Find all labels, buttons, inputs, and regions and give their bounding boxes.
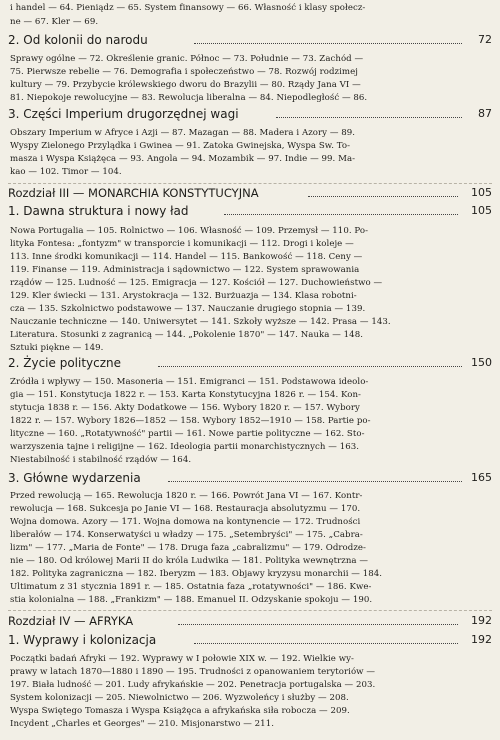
- toc-line: stia kolonialna — 188. „Frankizm" — 188. Emanuel II. Odzyskanie spokoju — 190.: [10, 595, 373, 605]
- toc-line: liberałów — 174. Konserwatyści u władzy — 175. „Setembryści" — 175. „Cabra-: [10, 530, 363, 540]
- toc-line: rządów — 125. Ludność — 125. Emigracja — 127. Kościół — 127. Duchowieństwo —: [10, 278, 383, 288]
- toc-line: lityczne — 160. „Rotatywność" partii — 161. Nowe partie polityczne — 162. Sto-: [10, 429, 365, 439]
- toc-line: Wyspy Zielonego Przylądka i Gwinea — 91. Zatoka Gwinejska, Wyspa Św. To-: [10, 141, 351, 151]
- dot-leader: [276, 116, 462, 118]
- section-page: 87: [478, 107, 492, 120]
- chapter-title: Rozdział III — MONARCHIA KONSTYTUCYJNA: [8, 186, 259, 200]
- toc-line: Sprawy ogólne — 72. Określenie granic. Północ — 73. Południe — 73. Zachód —: [10, 54, 364, 64]
- toc-line: rewolucja — 168. Sukcesja po Janie VI — 168. Restauracja absolutyzmu — 170.: [10, 504, 361, 514]
- toc-line: 75. Pierwsze rebelie — 76. Demografia i społeczeństwo — 78. Rozwój rodzimej: [10, 67, 358, 77]
- toc-line: 182. Polityka zagraniczna — 182. Iberyzm — 183. Objawy kryzysu monarchii — 184.: [10, 569, 383, 579]
- toc-line: System kolonizacji — 205. Niewolnictwo — 206. Wyzwoleńcy i służby — 208.: [10, 693, 349, 703]
- toc-line: lityka Fontesa: „fontyzm" w transporcie i komunikacji — 112. Drogi i koleje —: [10, 239, 354, 249]
- section-page: 150: [471, 356, 492, 369]
- section-heading: [8, 471, 492, 487]
- toc-line: kao — 102. Timor — 104.: [10, 167, 122, 177]
- toc-line: stytucja 1838 r. — 156. Akty Dodatkowe — 156. Wybory 1820 r. — 157. Wybory: [10, 403, 360, 413]
- dot-leader: [308, 195, 458, 197]
- chapter-heading: [8, 186, 492, 202]
- section-title: 3. Części Imperium drugorzędnej wagi: [8, 107, 239, 121]
- dot-leader: [224, 213, 458, 215]
- divider: [8, 610, 492, 611]
- section-title: 2. Od kolonii do narodu: [8, 33, 148, 47]
- dot-leader: [194, 642, 458, 644]
- section-heading: [8, 107, 492, 123]
- section-heading: [8, 33, 492, 49]
- toc-line: gia — 151. Konstytucja 1822 r. — 153. Karta Konstytucyjna 1826 r. — 154. Kon-: [10, 390, 362, 400]
- toc-line: 129. Kler świecki — 131. Arystokracja — 132. Burżuazja — 134. Klasa robotni-: [10, 291, 357, 301]
- toc-line: Ultimatum z 31 stycznia 1891 r. — 185. Ostatnia faza „rotatywności" — 186. Kwe-: [10, 582, 372, 592]
- toc-line: kultury — 79. Przybycie królewskiego dworu do Brazylii — 80. Rządy Jana VI —: [10, 80, 361, 90]
- toc-line: ne — 67. Kler — 69.: [10, 17, 99, 27]
- chapter-title: Rozdział IV — AFRYKA: [8, 614, 134, 628]
- toc-line: nie — 180. Od królowej Marii II do króla Ludwika — 181. Polityka wewnętrzna —: [10, 556, 369, 566]
- toc-line: Incydent „Charles et Georges" — 210. Misjonarstwo — 211.: [10, 719, 274, 729]
- toc-line: Obszary Imperium w Afryce i Azji — 87. Mazagan — 88. Madera i Azory — 89.: [10, 128, 356, 138]
- toc-line: 81. Niepokoje rewolucyjne — 83. Rewolucja liberalna — 84. Niepodległość — 86.: [10, 93, 368, 103]
- section-page: 72: [478, 33, 492, 46]
- chapter-heading: [8, 614, 492, 630]
- section-title: 3. Główne wydarzenia: [8, 471, 141, 485]
- toc-line: cza — 135. Szkolnictwo podstawowe — 137. Nauczanie drugiego stopnia — 139.: [10, 304, 366, 314]
- chapter-page: 105: [471, 186, 492, 199]
- section-title: 1. Wyprawy i kolonizacja: [8, 633, 157, 647]
- section-heading: [8, 356, 492, 372]
- toc-line: Wojna domowa. Azory — 171. Wojna domowa na kontynencie — 172. Trudności: [10, 517, 361, 527]
- dot-leader: [194, 42, 462, 44]
- dot-leader: [178, 623, 458, 625]
- divider: [8, 183, 492, 184]
- toc-line: Przed rewolucją — 165. Rewolucja 1820 r. — 166. Powrót Jana VI — 167. Kontr-: [10, 491, 363, 501]
- toc-line: Nowa Portugalia — 105. Rolnictwo — 106. Własność — 109. Przemysł — 110. Po-: [10, 226, 369, 236]
- toc-line: Nauczanie techniczne — 140. Uniwersytet — 141. Szkoły wyższe — 142. Prasa — 143.: [10, 317, 391, 327]
- toc-line: Sztuki piękne — 149.: [10, 343, 104, 353]
- toc-line: 119. Finanse — 119. Administracja i sądownictwo — 122. System sprawowania: [10, 265, 360, 275]
- toc-line: Początki badań Afryki — 192. Wyprawy w I połowie XIX w. — 192. Wielkie wy-: [10, 654, 354, 664]
- toc-line: Wyspa Świętego Tomasza i Wyspa Książęca a afrykańska siła robocza — 209.: [10, 706, 350, 716]
- toc-line: lizm" — 177. „Maria de Fonte" — 178. Druga faza „cabralizmu" — 179. Odrodze-: [10, 543, 366, 553]
- section-page: 165: [471, 471, 492, 484]
- toc-line: 197. Biała ludność — 201. Ludy afrykańskie — 202. Penetracja portugalska — 203.: [10, 680, 376, 690]
- section-title: 2. Życie polityczne: [8, 356, 122, 370]
- toc-line: warzyszenia tajne i religijne — 162. Ideologia partii monarchistycznych — 163.: [10, 442, 360, 452]
- toc-line: prawy w latach 1870—1880 i 1890 — 195. Trudności z opanowaniem terytoriów —: [10, 667, 376, 677]
- chapter-page: 192: [471, 614, 492, 627]
- toc-line: i handel — 64. Pieniądz — 65. System finansowy — 66. Własność i klasy społecz-: [10, 3, 366, 13]
- toc-line: 113. Inne środki komunikacji — 114. Handel — 115. Bankowość — 118. Ceny —: [10, 252, 363, 262]
- toc-line: 1822 r. — 157. Wybory 1826—1852 — 158. Wybory 1852—1910 — 158. Partie po-: [10, 416, 371, 426]
- section-page: 192: [471, 633, 492, 646]
- toc-line: Źródła i wpływy — 150. Masoneria — 151. Emigranci — 151. Podstawowa ideolo-: [10, 377, 369, 387]
- section-title: 1. Dawna struktura i nowy ład: [8, 204, 189, 218]
- section-page: 105: [471, 204, 492, 217]
- dot-leader: [158, 365, 462, 367]
- toc-line: masza i Wyspa Książęca — 93. Angola — 94. Mozambik — 97. Indie — 99. Ma-: [10, 154, 356, 164]
- toc-line: Literatura. Stosunki z zagranicą — 144. „Pokolenie 1870" — 147. Nauka — 148.: [10, 330, 363, 340]
- section-heading: [8, 633, 492, 649]
- section-heading: [8, 204, 492, 220]
- dot-leader: [168, 480, 462, 482]
- toc-line: Niestabilność i stabilność rządów — 164.: [10, 455, 192, 465]
